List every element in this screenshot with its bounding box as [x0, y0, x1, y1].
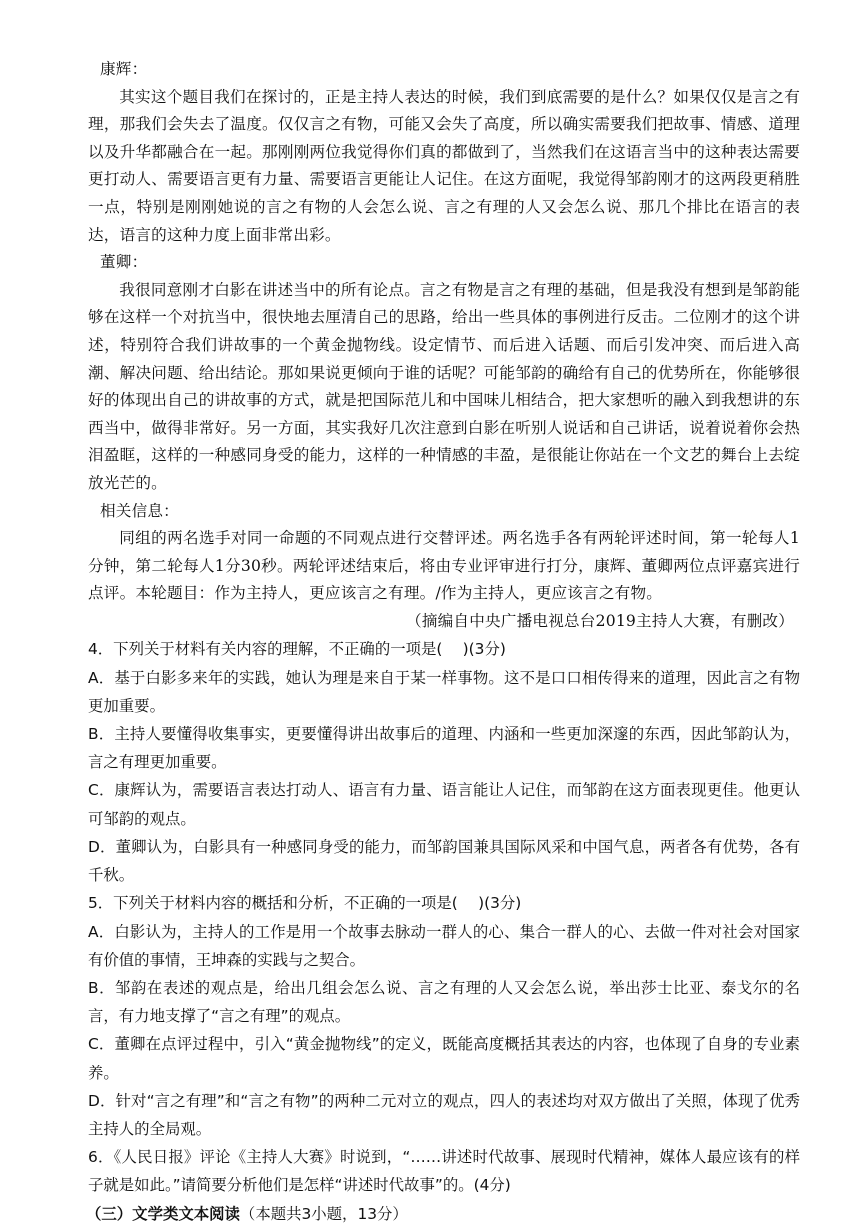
question-6-stem: 6．《人民日报》评论《主持人大赛》时说到，“……讲述时代故事、展现时代精神，媒体人最应该有的样子就是如此。”请简要分析他们是怎样“讲述时代故事”的。(4分): [88, 1148, 800, 1195]
source-citation: （摘编自中央广播电视总台2019主持人大赛，有删改）: [406, 611, 794, 630]
question-5-option-d: D．针对“言之有理”和“言之有物”的两种二元对立的观点，四人的表述均对双方做出了关照，体现了优秀主持人的全局观。: [88, 1091, 800, 1138]
question-4-option-c: C．康辉认为，需要语言表达打动人、语言有力量、语言能让人记住，而邹韵在这方面表现更佳。他更认可邹韵的观点。: [88, 781, 800, 828]
speaker-kanghui: 康辉：: [100, 60, 148, 78]
passage-paragraph-2: 我很同意刚才白影在讲述当中的所有论点。言之有物是言之有理的基础，但是我没有想到是邹韵能够在这样一个对抗当中，很快地去厘清自己的思路，给出一些具体的事例进行反击。二位刚才的这个讲述，特别符合我们讲故事的一个黄金抛物线。设定情节、而后进入话题、而后引发冲突、而后进入高潮、解决问题、给出结论。那如果说更倾向于谁的话呢？可能邹韵的确给有自己的优势所在，你能够很好的体现出自己的讲故事的方式，就是把国际范儿和中国味儿相结合，把大家想听的融入到我想讲的东西当中，做得非常好。另一方面，其实我好几次注意到白影在听别人说话和自己讲话，说着说着你会热泪盈眶，这样的一种感同身受的能力，这样的一种情感的丰盈，是很能让你站在一个文艺的舞台上去绽放光芒的。: [88, 280, 800, 492]
passage: [88, 56, 800, 635]
question-5-option-b: B．邹韵在表述的观点是，给出几组会怎么说、言之有理的人又会怎么说，举出莎士比亚、泰戈尔的名言，有力地支撑了“言之有理”的观点。: [88, 978, 800, 1026]
related-info-label: 相关信息：: [100, 501, 179, 520]
question-4-stem: 4．下列关于材料有关内容的理解，不正确的一项是( )(3分): [88, 640, 506, 659]
speaker-dongqing: 董卿：: [100, 253, 148, 272]
questions: [88, 635, 800, 1199]
passage-paragraph-1: 其实这个题目我们在探讨的，正是主持人表达的时候，我们到底需要的是什么？如果仅仅是言之有理，那我们会失去了温度。仅仅言之有物，可能又会失了高度，所以确实需要我们把故事、情感、道理以及升华都融合在一起。那刚刚两位我觉得你们真的都做到了，当然我们在这语言当中的这种表达需要更打动人、需要语言更有力量、需要语言更能让人记住。在这方面呢，我觉得邹韵刚才的这两段更稍胜一点，特别是刚刚她说的言之有物的人会怎么说、言之有理的人又会怎么说、那几个排比在语言的表达，语言的这种力度上面非常出彩。: [88, 87, 800, 244]
document-page: [88, 56, 800, 1228]
section-title: （三）文学类文本阅读: [86, 1204, 240, 1223]
passage-paragraph-3: 同组的两名选手对同一命题的不同观点进行交替评述。两名选手各有两轮评述时间，第一轮每人1分钟，第二轮每人1分30秒。两轮评述结束后，将由专业评审进行打分，康辉、董卿两位点评嘉宾进行点评。本轮题目：作为主持人，更应该言之有理。/作为主持人，更应该言之有物。: [88, 529, 800, 603]
question-5-stem: 5．下列关于材料内容的概括和分析，不正确的一项是( )(3分): [88, 894, 522, 913]
section-note: （本题共3小题，13分）: [239, 1204, 408, 1223]
question-4-option-a: A．基于白影多来年的实践，她认为理是来自于某一样事物。这不是口口相传得来的道理，因此言之有物更加重要。: [88, 668, 800, 715]
question-5-option-a: A．白影认为，主持人的工作是用一个故事去脉动一群人的心、集合一群人的心、去做一件对社会对国家有价值的事情，王坤森的实践与之契合。: [88, 922, 800, 969]
question-4-option-b: B．主持人要懂得收集事实，更要懂得讲出故事后的道理、内涵和一些更加深邃的东西，因此邹韵认为，言之有理更加重要。: [88, 725, 800, 772]
question-5-option-c: C．董卿在点评过程中，引入“黄金抛物线”的定义，既能高度概括其表达的内容，也体现了自身的专业素养。: [88, 1035, 800, 1082]
question-4-option-d: D．董卿认为，白影具有一种感同身受的能力，而邹韵国兼具国际风采和中国气息，两者各有优势，各有千秋。: [88, 837, 800, 885]
